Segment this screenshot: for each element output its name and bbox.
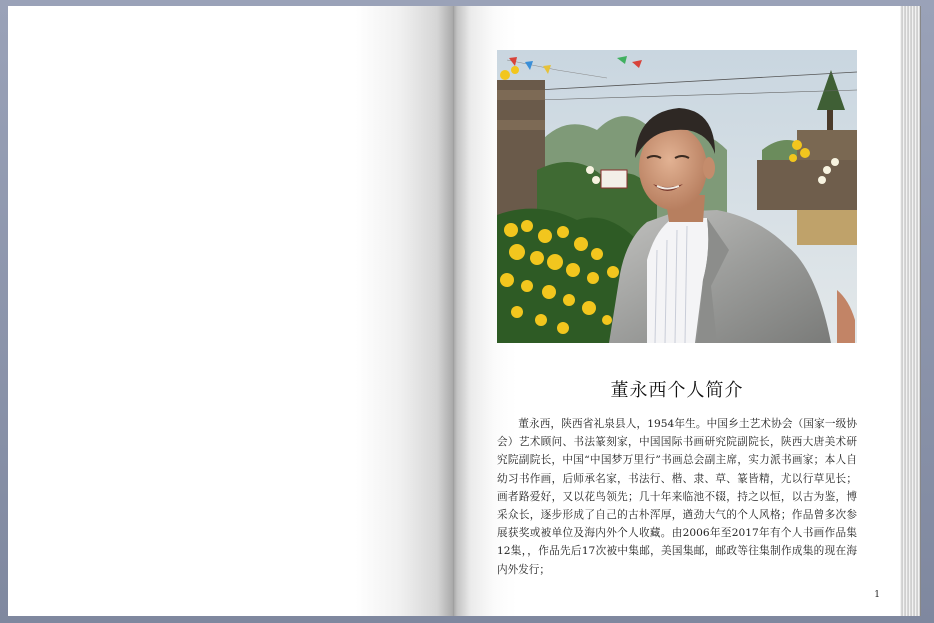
right-page[interactable] xyxy=(454,6,900,616)
biography-paragraph: 董永西，陕西省礼泉县人，1954年生。中国乡土艺术协会（国家一级协会）艺术顾问、书法篆刻家，中国国际书画研究院副院长，陕西大唐美术研究院副院长，中国“中国梦万里行”书画总会副主席，实力派书画家；本人自幼习书作画，后师承名家，书法行、楷、隶、草、篆皆精，尤以行草见长；画者路爱好，又以花鸟领先；几十年来临池不辍，持之以恒，以古为鉴，博采众长，逐步形成了自己的古朴浑厚，遒劲大气的个人风格；作品曾多次参展获奖或被单位及海内外个人收藏。由2006年至2017年有个人书画作品集12集，，作品先后17次被中集邮，美国集邮，邮政等往集制作成集的现在海内外发行； xyxy=(497,418,857,576)
left-page[interactable] xyxy=(8,6,454,616)
open-book xyxy=(8,6,920,616)
profile-title: 董永西个人简介 xyxy=(610,380,744,401)
page-number: 1 xyxy=(874,590,880,600)
portrait-photo xyxy=(497,50,857,343)
page-stack-edge xyxy=(900,6,921,616)
